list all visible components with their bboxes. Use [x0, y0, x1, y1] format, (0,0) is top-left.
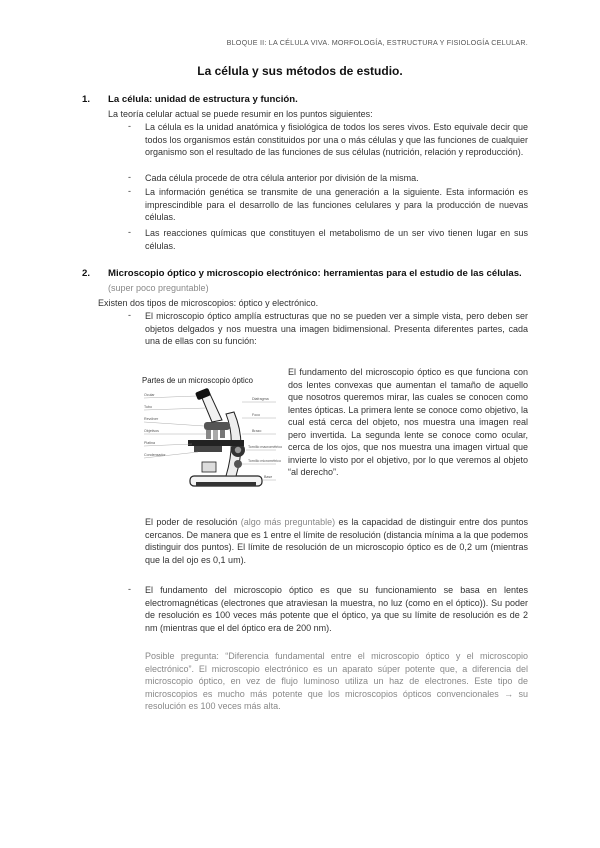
figure-label: Tubo — [144, 405, 153, 409]
bullet-dash: - — [128, 121, 131, 131]
section-2-intro: Existen dos tipos de microscopios: óptico y electrónico. — [98, 298, 319, 308]
figure-label: Revólver — [144, 417, 159, 421]
bullet-dash: - — [128, 584, 131, 594]
section-1-intro: La teoría celular actual se puede resumir en los puntos siguientes: — [108, 109, 373, 119]
microscope-illustration — [138, 376, 283, 494]
bullet-optical-microscope: El microscopio óptico amplía estructuras que no se pueden ver a simple vista, pero deben ser objetos delgados y nos muestra una imagen bidimensional. Presenta diferentes partes, cada una de ellas con su función: — [145, 311, 528, 347]
bullet-cell-division: Cada célula procede de otra célula anterior por división de la misma. — [145, 173, 419, 183]
bullet-cell-unit: La célula es la unidad anatómica y fisiológica de todos los seres vivos. Esto equivale decir que todos los organismos están constituidos por una o más células y que las funciones de cualquier organismo son el resultado de las funciones de sus células (nutrición, relación y reproducción). — [145, 122, 528, 158]
running-header: BLOQUE II: LA CÉLULA VIVA. MORFOLOGÍA, ESTRUCTURA Y FISIOLOGÍA CELULAR. — [226, 38, 528, 47]
resolution-lead: El poder de resolución — [145, 517, 241, 527]
bullet-dash: - — [128, 186, 131, 196]
bullet-dash: - — [128, 172, 131, 182]
bullet-genetic-info: La información genética se transmite de una generación a la siguiente. Esta información es imprescindible para el desarrollo de las funciones celulares y para la producción de nuevas células. — [145, 187, 528, 223]
figure-label: Foco — [252, 413, 260, 417]
figure-label: Brazo — [252, 429, 262, 433]
figure-label: Platina — [144, 441, 155, 445]
figure-label: Diafragma — [252, 397, 269, 401]
bullet-electron-microscope: El fundamento del microscopio óptico es que su funcionamiento se basa en lentes electromagnéticas (electrones que atraviesan la muestra, no luz (como en el óptico)). Su poder de resolución es 100 veces más potente que el óptico, ya que su límite de resolución es de 2 nm (mientras que el del óptico era de 200 nm). — [145, 585, 528, 633]
figure-label: Condensador — [144, 453, 166, 457]
resolution-body: es la capacidad de distinguir entre dos puntos cercanos. De manera que es 1 entre el límite de resolución (distancia mínima a la que podemos distinguir dos puntos). El límite de resolución de un microscopio óptico es de 0,2 um (mientras que la del ojo es 0,1 um). — [145, 517, 528, 565]
resolution-note: (algo más preguntable) — [240, 517, 336, 527]
figure-label: Base — [264, 475, 273, 479]
section-2-heading — [108, 267, 528, 296]
figure-title: Partes de un microscopio óptico — [142, 376, 253, 385]
figure-label: Tornillo micrométrico — [248, 459, 281, 463]
figure-label: Objetivos — [144, 429, 159, 433]
possible-question: Posible pregunta: “Diferencia fundamental entre el microscopio óptico y el microscopio electrónico”. El microscopio electrónico es un aparato súper potente que, a diferencia del microscopio óptico, en vez de flujo luminoso utiliza un haz de electrones. Este tipo de microscopios es mucho más potente que los microscopios ópticos convencionales → su resolución es 100 veces más alta. — [145, 651, 528, 712]
section-2-heading-note: (super poco preguntable) — [108, 283, 209, 293]
figure-label: Tornillo macrométrico — [248, 445, 283, 449]
microscope-figure — [138, 376, 283, 494]
resolution-paragraph — [145, 516, 528, 566]
section-1-heading: La célula: unidad de estructura y función. — [108, 94, 298, 105]
bullet-dash: - — [128, 227, 131, 237]
section-2-number: 2. — [82, 268, 91, 279]
optical-principle-text: El fundamento del microscopio óptico es que funciona con dos lentes convexas que aumentan el tamaño de aquello que nosotros queremos mirar, las cuales se conocen como lentes ópticas. La primera lente se conoce como objetivo, la cual está cerca del objeto, nos muestra una imagen real pero invertida. La segunda lente se conoce como ocular, cerca de los ojos, que nos muestra una imagen virtual que invierte lo visto por el objetivo, por lo que veremos al objeto “al derecho”. — [288, 367, 528, 477]
section-2-heading-text: Microscopio óptico y microscopio electrónico: herramientas para el estudio de las células. — [108, 268, 522, 279]
page-title: La célula y sus métodos de estudio. — [197, 64, 403, 78]
figure-label: Ocular — [144, 393, 155, 397]
section-1-number: 1. — [82, 94, 91, 105]
bullet-metabolism: Las reacciones químicas que constituyen el metabolismo de un ser vivo tienen lugar en sus células. — [145, 228, 528, 251]
bullet-dash: - — [128, 310, 131, 320]
